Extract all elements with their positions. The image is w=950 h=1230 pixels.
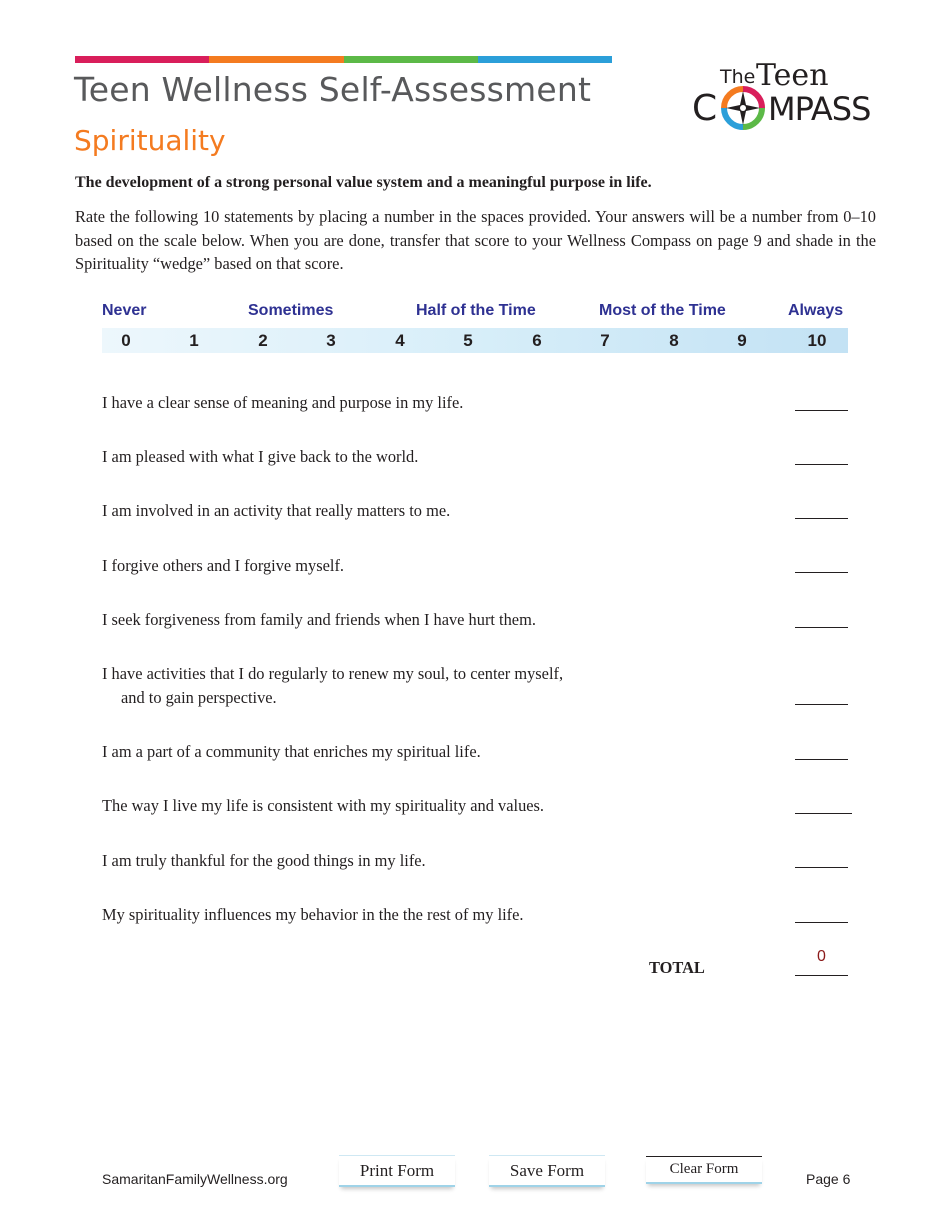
scale-number: 3 [326,331,336,350]
page-number: Page 6 [806,1171,851,1187]
statement-6: I have activities that I do regularly to renew my soul, to center myself, and to gain perspective. [102,664,564,707]
scale-number: 9 [737,331,747,350]
statement-3: I am involved in an activity that really matters to me. [102,501,451,520]
answer-field-6[interactable] [795,703,848,705]
scale-number: 2 [258,331,268,350]
logo-text-teen: Teen [756,58,829,93]
statement-5: I seek forgiveness from family and friends when I have hurt them. [102,610,536,629]
logo-text-the: The [720,66,756,88]
scale-number: 1 [189,331,199,350]
scale-number: 6 [532,331,542,350]
compass-icon [720,85,766,131]
answer-field-2[interactable] [795,463,848,465]
scale-number: 8 [669,331,679,350]
total-value[interactable]: 0 [817,948,826,965]
clear-form-button[interactable]: Clear Form [646,1156,762,1184]
footer-website: SamaritanFamilyWellness.org [102,1171,288,1187]
logo-text-mpass: MPASS [768,90,871,128]
section-title: Spirituality [74,124,226,157]
section-lead: The development of a strong personal value system and a meaningful purpose in life. [75,174,652,191]
answer-field-4[interactable] [795,571,848,573]
scale-label-always: Always [788,302,844,319]
total-label: TOTAL [649,958,705,977]
teen-compass-logo [690,58,880,138]
color-bar-segment [209,56,343,63]
scale-number: 0 [121,331,131,350]
instructions-paragraph: Rate the following 10 statements by placing a number in the spaces provided. Your answers will be a number from 0–10 based on the scale below. When you are done, transfer that score to your Wellness Compass on page 9 and shade in the Spirituality “wedge” based on that score. [75,207,876,273]
scale-label-never: Never [102,302,147,319]
scale-label-sometimes: Sometimes [248,302,334,319]
answer-field-10[interactable] [795,921,848,923]
print-form-button[interactable]: Print Form [339,1155,455,1187]
color-bar-segment [344,56,478,63]
scale-number: 7 [600,331,610,350]
answer-field-8[interactable] [795,812,852,814]
statement-9: I am truly thankful for the good things in my life. [102,851,426,870]
scale-labels [102,302,848,322]
answer-field-1[interactable] [795,409,848,411]
color-bar-segment [478,56,612,63]
scale-label-most: Most of the Time [599,302,726,319]
scale-number: 4 [395,331,405,350]
statement-8: The way I live my life is consistent with my spirituality and values. [102,796,545,815]
answer-field-7[interactable] [795,758,848,760]
statement-7: I am a part of a community that enriches my spiritual life. [102,742,481,761]
color-bar-segment [75,56,209,63]
logo-text-c: C [692,88,718,129]
scale-label-half: Half of the Time [416,302,536,319]
answer-field-5[interactable] [795,626,848,628]
statement-1: I have a clear sense of meaning and purpose in my life. [102,393,464,412]
scale-number: 10 [807,331,827,350]
answer-field-9[interactable] [795,866,848,868]
statement-4: I forgive others and I forgive myself. [102,556,345,575]
answer-field-3[interactable] [795,517,848,519]
save-form-button[interactable]: Save Form [489,1155,605,1187]
header-color-bar [75,56,612,63]
statement-2: I am pleased with what I give back to the world. [102,447,419,466]
total-field-line [795,975,848,976]
rating-scale [102,328,848,353]
statement-10: My spirituality influences my behavior in the the rest of my life. [102,905,524,924]
page-title: Teen Wellness Self-Assessment [74,70,592,109]
scale-number: 5 [463,331,473,350]
